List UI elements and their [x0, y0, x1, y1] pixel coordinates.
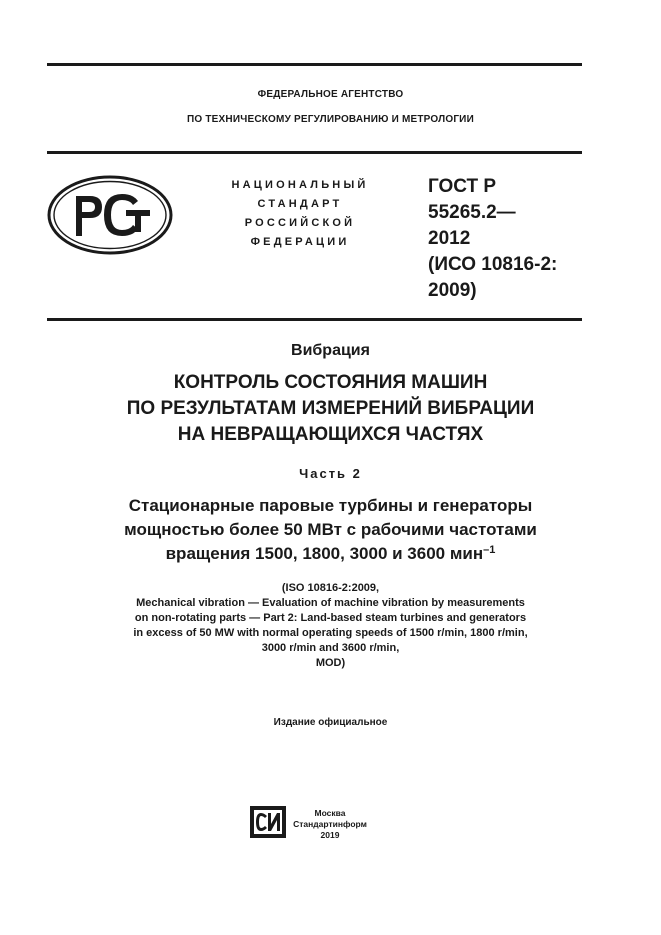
national-line-1: НАЦИОНАЛЬНЫЙ [231, 179, 369, 191]
gost-line-1: ГОСТ Р [428, 176, 497, 197]
english-title [0, 581, 661, 671]
national-line-3: РОССИЙСКОЙ [244, 217, 356, 229]
publisher-name: Стандартинформ [293, 819, 367, 829]
publisher-block [290, 808, 370, 841]
top-rule [47, 63, 582, 66]
subtitle [0, 494, 661, 566]
gost-line-2: 55265.2— [428, 202, 516, 223]
english-line-2: Mechanical vibration — Evaluation of machine vibration by measurements [136, 597, 525, 609]
subtitle-line-2: мощностью более 50 МВт с рабочими частотами [124, 520, 537, 539]
national-standard-block [205, 176, 395, 252]
main-title-line-2: ПО РЕЗУЛЬТАТАМ ИЗМЕРЕНИЙ ВИБРАЦИИ [126, 398, 535, 419]
agency-line-2: ПО ТЕХНИЧЕСКОМУ РЕГУЛИРОВАНИЮ И МЕТРОЛОГИИ [187, 114, 474, 125]
english-line-1: (ISO 10816-2:2009, [281, 582, 380, 594]
gost-line-3: 2012 [428, 228, 471, 249]
national-line-2: СТАНДАРТ [257, 198, 343, 210]
part-label: Часть 2 [299, 466, 362, 481]
english-line-6: MOD) [315, 657, 346, 669]
block-rule [47, 318, 582, 321]
subject-title: Вибрация [291, 342, 370, 359]
national-line-4: ФЕДЕРАЦИИ [250, 236, 350, 248]
main-title-line-1: КОНТРОЛЬ СОСТОЯНИЯ МАШИН [173, 372, 488, 393]
gost-line-4: (ИСО 10816-2: [428, 254, 558, 275]
gost-r-logo [46, 174, 174, 256]
english-line-3: on non-rotating parts — Part 2: Land-based steam turbines and generators [134, 612, 527, 624]
publisher-city: Москва [314, 808, 346, 818]
header-rule [47, 151, 582, 154]
subtitle-line-3 [0, 542, 661, 566]
publisher-year: 2019 [320, 830, 340, 840]
edition-label: Издание официальное [273, 717, 388, 728]
main-title-line-3: НА НЕВРАЩАЮЩИХСЯ ЧАСТЯХ [177, 424, 484, 445]
subtitle-line-1: Стационарные паровые турбины и генераторы [128, 496, 533, 515]
subtitle-line-3-text: вращения 1500, 1800, 3000 и 3600 мин [165, 544, 484, 563]
subtitle-superscript: –1 [483, 544, 496, 556]
english-line-5: 3000 r/min and 3600 r/min, [261, 642, 400, 654]
english-line-4: in excess of 50 MW with normal operating speeds of 1500 r/min, 1800 r/min, [133, 627, 528, 639]
standartinform-logo [250, 806, 286, 838]
gost-designation [428, 174, 598, 304]
agency-line-1: ФЕДЕРАЛЬНОЕ АГЕНТСТВО [257, 89, 404, 100]
gost-line-5: 2009) [428, 280, 477, 301]
logo-letter-r [76, 196, 102, 236]
main-title [0, 370, 661, 448]
